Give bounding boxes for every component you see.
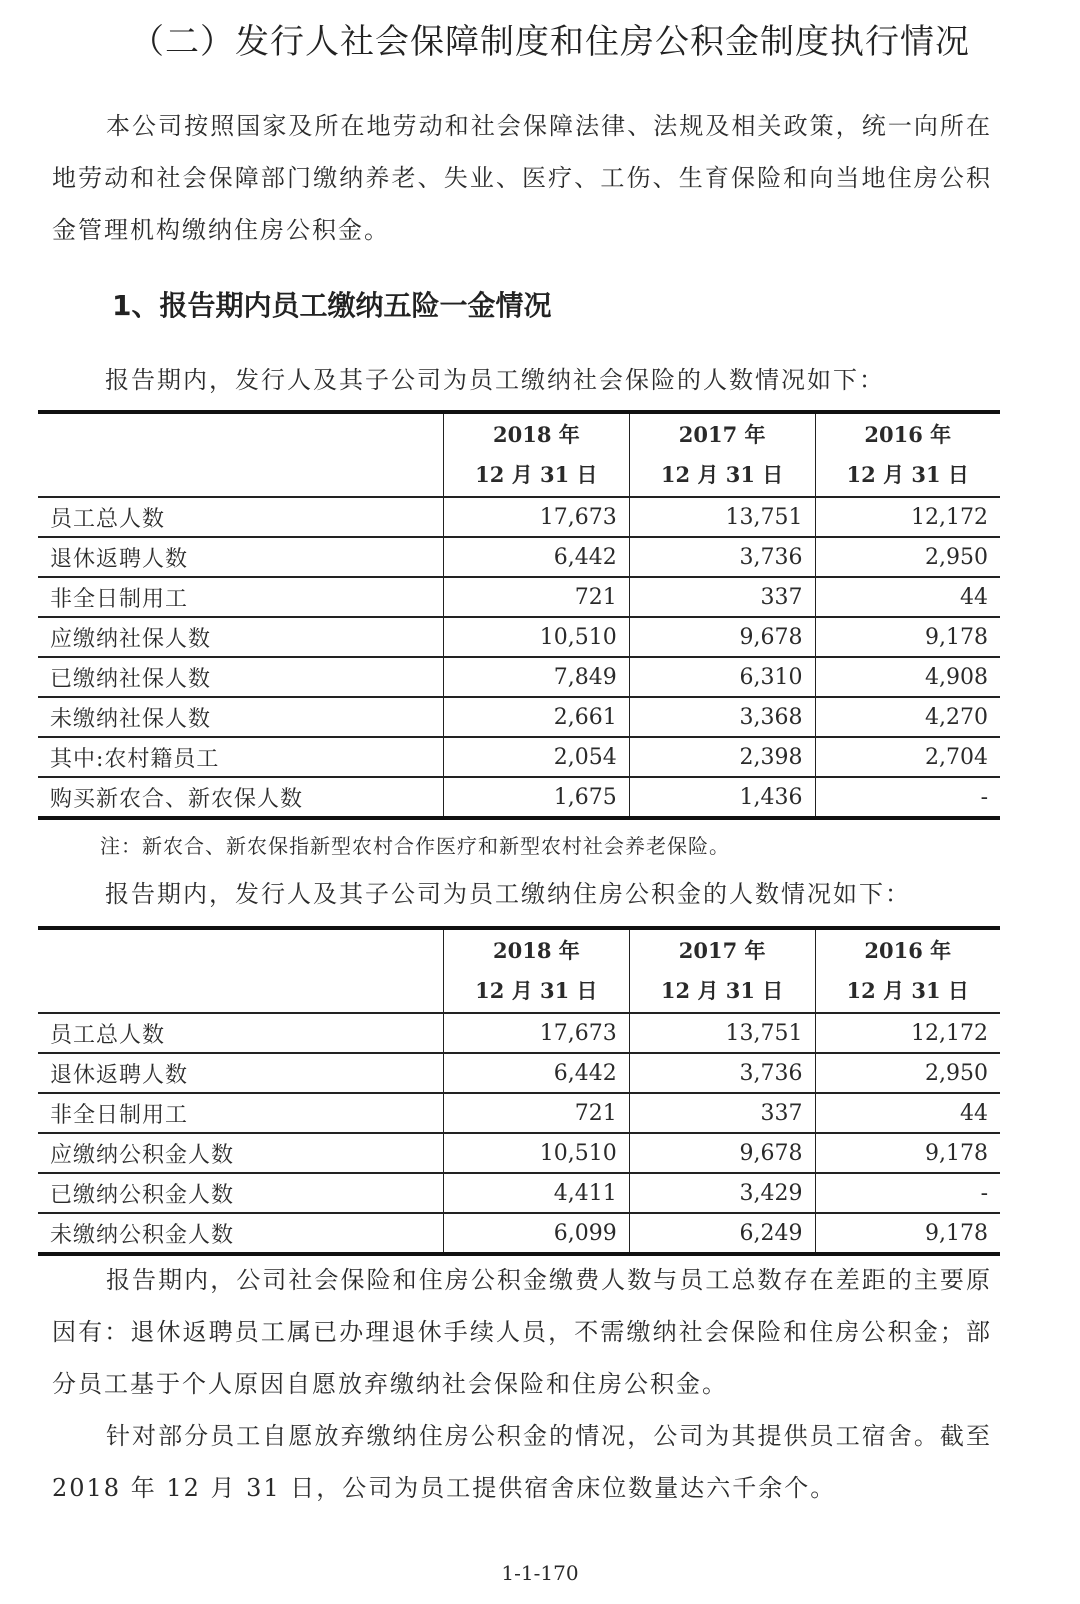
housing-fund-table [38, 926, 1000, 1256]
cell-value: 4,411 [444, 1173, 630, 1213]
table-row [38, 737, 1000, 777]
housing-fund-lead: 报告期内，发行人及其子公司为员工缴纳住房公积金的人数情况如下： [105, 880, 911, 908]
table-row [38, 1133, 1000, 1173]
cell-value: 337 [629, 1093, 815, 1133]
header-blank [38, 412, 444, 497]
table-row [38, 577, 1000, 617]
table-row [38, 1013, 1000, 1053]
cell-value: 2,661 [444, 697, 630, 737]
cell-value: 2,054 [444, 737, 630, 777]
cell-value: 44 [815, 1093, 1000, 1133]
cell-value: 721 [444, 1093, 630, 1133]
row-label: 非全日制用工 [38, 577, 444, 617]
row-label: 其中:农村籍员工 [38, 737, 444, 777]
cell-value: 337 [629, 577, 815, 617]
column-header-2018: 2018 年 12 月 31 日 [444, 412, 630, 497]
cell-value: 9,678 [629, 617, 815, 657]
cell-value: 3,736 [629, 1053, 815, 1093]
table-row [38, 697, 1000, 737]
cell-value: 13,751 [629, 1013, 815, 1053]
cell-value: 721 [444, 577, 630, 617]
table-row [38, 1053, 1000, 1093]
cell-value: 12,172 [815, 1013, 1000, 1053]
column-header-2016: 2016 年 12 月 31 日 [815, 412, 1000, 497]
cell-value: 2,950 [815, 1053, 1000, 1093]
cell-value: 13,751 [629, 497, 815, 537]
dormitory-paragraph: 针对部分员工自愿放弃缴纳住房公积金的情况，公司为其提供员工宿舍。截至 2018 年 12 月 31 日，公司为员工提供宿舍床位数量达六千余个。 [52, 1422, 992, 1502]
cell-value: 6,310 [629, 657, 815, 697]
row-label: 应缴纳公积金人数 [38, 1133, 444, 1173]
cell-value: 1,436 [629, 777, 815, 818]
cell-value: 10,510 [444, 1133, 630, 1173]
table-note: 注：新农合、新农保指新型农村合作医疗和新型农村社会养老保险。 [100, 834, 730, 858]
cell-value: 12,172 [815, 497, 1000, 537]
column-header-2017: 2017 年 12 月 31 日 [629, 412, 815, 497]
table-row [38, 1093, 1000, 1133]
row-label: 已缴纳公积金人数 [38, 1173, 444, 1213]
table-row [38, 657, 1000, 697]
table-row [38, 1173, 1000, 1213]
row-label: 退休返聘人数 [38, 537, 444, 577]
row-label: 应缴纳社保人数 [38, 617, 444, 657]
table-row [38, 1213, 1000, 1254]
cell-value: 9,178 [815, 617, 1000, 657]
row-label: 员工总人数 [38, 497, 444, 537]
table-header-row [38, 928, 1000, 1013]
row-label: 退休返聘人数 [38, 1053, 444, 1093]
row-label: 未缴纳社保人数 [38, 697, 444, 737]
intro-paragraph: 本公司按照国家及所在地劳动和社会保障法律、法规及相关政策，统一向所在地劳动和社会保障部门缴纳养老、失业、医疗、工伤、生育保险和向当地住房公积金管理机构缴纳住房公积金。 [52, 112, 992, 244]
table-row [38, 617, 1000, 657]
cell-value: 2,704 [815, 737, 1000, 777]
cell-value: 6,442 [444, 537, 630, 577]
cell-value: 4,270 [815, 697, 1000, 737]
table-row [38, 777, 1000, 818]
cell-value: 1,675 [444, 777, 630, 818]
explanation-paragraph: 报告期内，公司社会保险和住房公积金缴费人数与员工总数存在差距的主要原因有：退休返聘员工属已办理退休手续人员，不需缴纳社会保险和住房公积金；部分员工基于个人原因自愿放弃缴纳社会保险和住房公积金。 [52, 1266, 992, 1398]
row-label: 非全日制用工 [38, 1093, 444, 1133]
cell-value: 7,849 [444, 657, 630, 697]
subheading: 1、报告期内员工缴纳五险一金情况 [112, 289, 552, 322]
cell-value: 17,673 [444, 1013, 630, 1053]
page-number: 1-1-170 [501, 1561, 579, 1585]
cell-value: 9,178 [815, 1213, 1000, 1254]
table-row [38, 497, 1000, 537]
row-label: 已缴纳社保人数 [38, 657, 444, 697]
cell-value: - [815, 1173, 1000, 1213]
cell-value: 6,099 [444, 1213, 630, 1254]
cell-value: 10,510 [444, 617, 630, 657]
cell-value: 2,398 [629, 737, 815, 777]
cell-value: 3,736 [629, 537, 815, 577]
cell-value: 3,429 [629, 1173, 815, 1213]
row-label: 未缴纳公积金人数 [38, 1213, 444, 1254]
cell-value: 6,249 [629, 1213, 815, 1254]
cell-value: 44 [815, 577, 1000, 617]
social-insurance-lead: 报告期内，发行人及其子公司为员工缴纳社会保险的人数情况如下： [105, 366, 885, 394]
cell-value: 17,673 [444, 497, 630, 537]
cell-value: - [815, 777, 1000, 818]
cell-value: 6,442 [444, 1053, 630, 1093]
table-header-row [38, 412, 1000, 497]
row-label: 员工总人数 [38, 1013, 444, 1053]
header-blank [38, 928, 444, 1013]
cell-value: 9,178 [815, 1133, 1000, 1173]
cell-value: 4,908 [815, 657, 1000, 697]
cell-value: 3,368 [629, 697, 815, 737]
cell-value: 9,678 [629, 1133, 815, 1173]
section-title: （二）发行人社会保障制度和住房公积金制度执行情况 [130, 22, 970, 62]
column-header-2016: 2016 年 12 月 31 日 [815, 928, 1000, 1013]
table-row [38, 537, 1000, 577]
row-label: 购买新农合、新农保人数 [38, 777, 444, 818]
cell-value: 2,950 [815, 537, 1000, 577]
column-header-2017: 2017 年 12 月 31 日 [629, 928, 815, 1013]
column-header-2018: 2018 年 12 月 31 日 [444, 928, 630, 1013]
social-insurance-table [38, 410, 1000, 820]
